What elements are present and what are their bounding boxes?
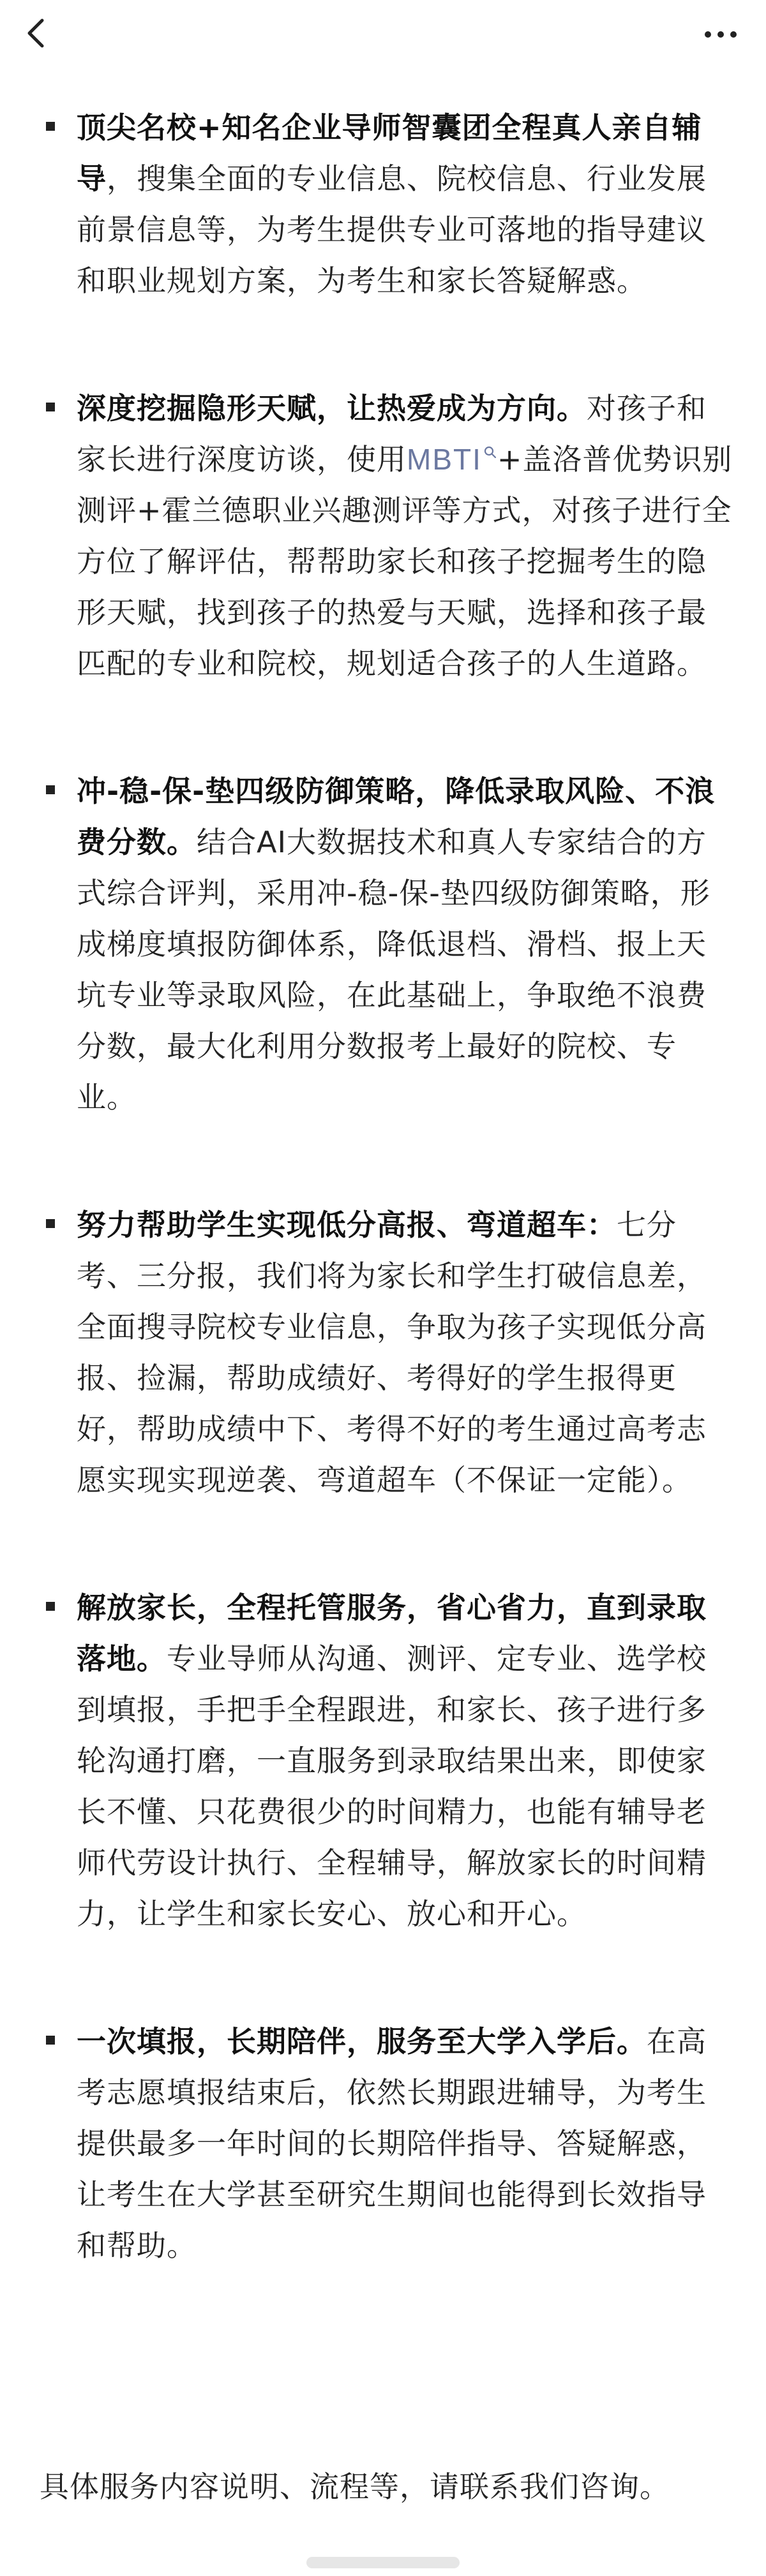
service-list xyxy=(0,102,766,2271)
item-body: 专业导师从沟通、测评、定专业、选学校到填报，手把手全程跟进，和家长、孩子进行多轮沟通打磨，一直服务到录取结果出来，即使家长不懂、只花费很少的时间精力，也能有辅导老师代劳设计执行、全程辅导，解放家长的时间精力，让学生和家长安心、放心和开心。 xyxy=(77,1641,707,1931)
footer-note: 具体服务内容说明、流程等，请联系我们咨询。 xyxy=(40,2469,670,2504)
mbti-link-text: MBTI xyxy=(407,443,482,476)
item-lead: 解放家长，全程托管服务，省心省力，直到录取落地。 xyxy=(77,1590,707,1676)
back-button[interactable] xyxy=(18,14,56,52)
item-body: 七分考、三分报，我们将为家长和学生打破信息差，全面搜寻院校专业信息，争取为孩子实现低分高报、捡漏，帮助成绩好、考得好的学生报得更好，帮助成绩中下、考得不好的考生通过高考志愿实现实现逆袭、弯道超车（不保证一定能）。 xyxy=(77,1208,707,1497)
search-icon xyxy=(483,445,497,459)
item-body: 在高考志愿填报结束后，依然长期跟进辅导，为考生提供最多一年时间的长期陪伴指导、答疑解惑，让考生在大学甚至研究生期间也能得到长效指导和帮助。 xyxy=(77,2024,707,2263)
top-bar xyxy=(0,0,766,70)
item-lead: 一次填报，长期陪伴，服务至大学入学后。 xyxy=(77,2024,647,2059)
item-body: ，搜集全面的专业信息、院校信息、行业发展前景信息等，为考生提供专业可落地的指导建议和职业规划方案，为考生和家长答疑解惑。 xyxy=(77,161,707,298)
bullet-icon xyxy=(46,403,55,411)
list-item xyxy=(0,1582,766,1939)
more-button[interactable] xyxy=(698,14,743,52)
list-item xyxy=(0,1199,766,1506)
item-lead: 顶尖名校+知名企业导师智囊团全程真人亲自辅导 xyxy=(77,110,702,196)
chevron-left-icon xyxy=(18,14,56,52)
bullet-icon xyxy=(46,2036,55,2045)
bottom-bar xyxy=(0,2549,766,2576)
mbti-search-link[interactable] xyxy=(407,443,497,476)
bullet-icon xyxy=(46,785,55,794)
list-item xyxy=(0,766,766,1123)
list-item xyxy=(0,102,766,306)
more-horizontal-icon xyxy=(698,14,743,52)
bullet-icon xyxy=(46,1602,55,1611)
bottom-indicator xyxy=(306,2557,460,2568)
bullet-icon xyxy=(46,1219,55,1228)
article-body xyxy=(0,102,766,2348)
item-body: 结合AI大数据技术和真人专家结合的方式综合评判，采用冲-稳-保-垫四级防御策略，形成梯度填报防御体系，降低退档、滑档、报上天坑专业等录取风险，在此基础上，争取绝不浪费分数，最大化利用分数报考上最好的院校、专业。 xyxy=(77,825,710,1114)
item-lead: 深度挖掘隐形天赋，让热爱成为方向。 xyxy=(77,391,587,426)
item-body-before: 对孩子和家长进行深度访谈，使用 xyxy=(77,391,707,477)
bullet-icon xyxy=(46,122,55,131)
item-body: +盖洛普优势识别测评+霍兰德职业兴趣测评等方式，对孩子进行全方位了解评估，帮帮助家长和孩子挖掘考生的隐形天赋，找到孩子的热爱与天赋，选择和孩子最匹配的专业和院校，规划适合孩子的人生道路。 xyxy=(77,442,733,681)
item-lead: 努力帮助学生实现低分高报、弯道超车： xyxy=(77,1208,617,1242)
list-item xyxy=(0,2016,766,2271)
list-item xyxy=(0,383,766,689)
item-lead: 冲-稳-保-垫四级防御策略，降低录取风险、不浪费分数。 xyxy=(77,774,716,859)
